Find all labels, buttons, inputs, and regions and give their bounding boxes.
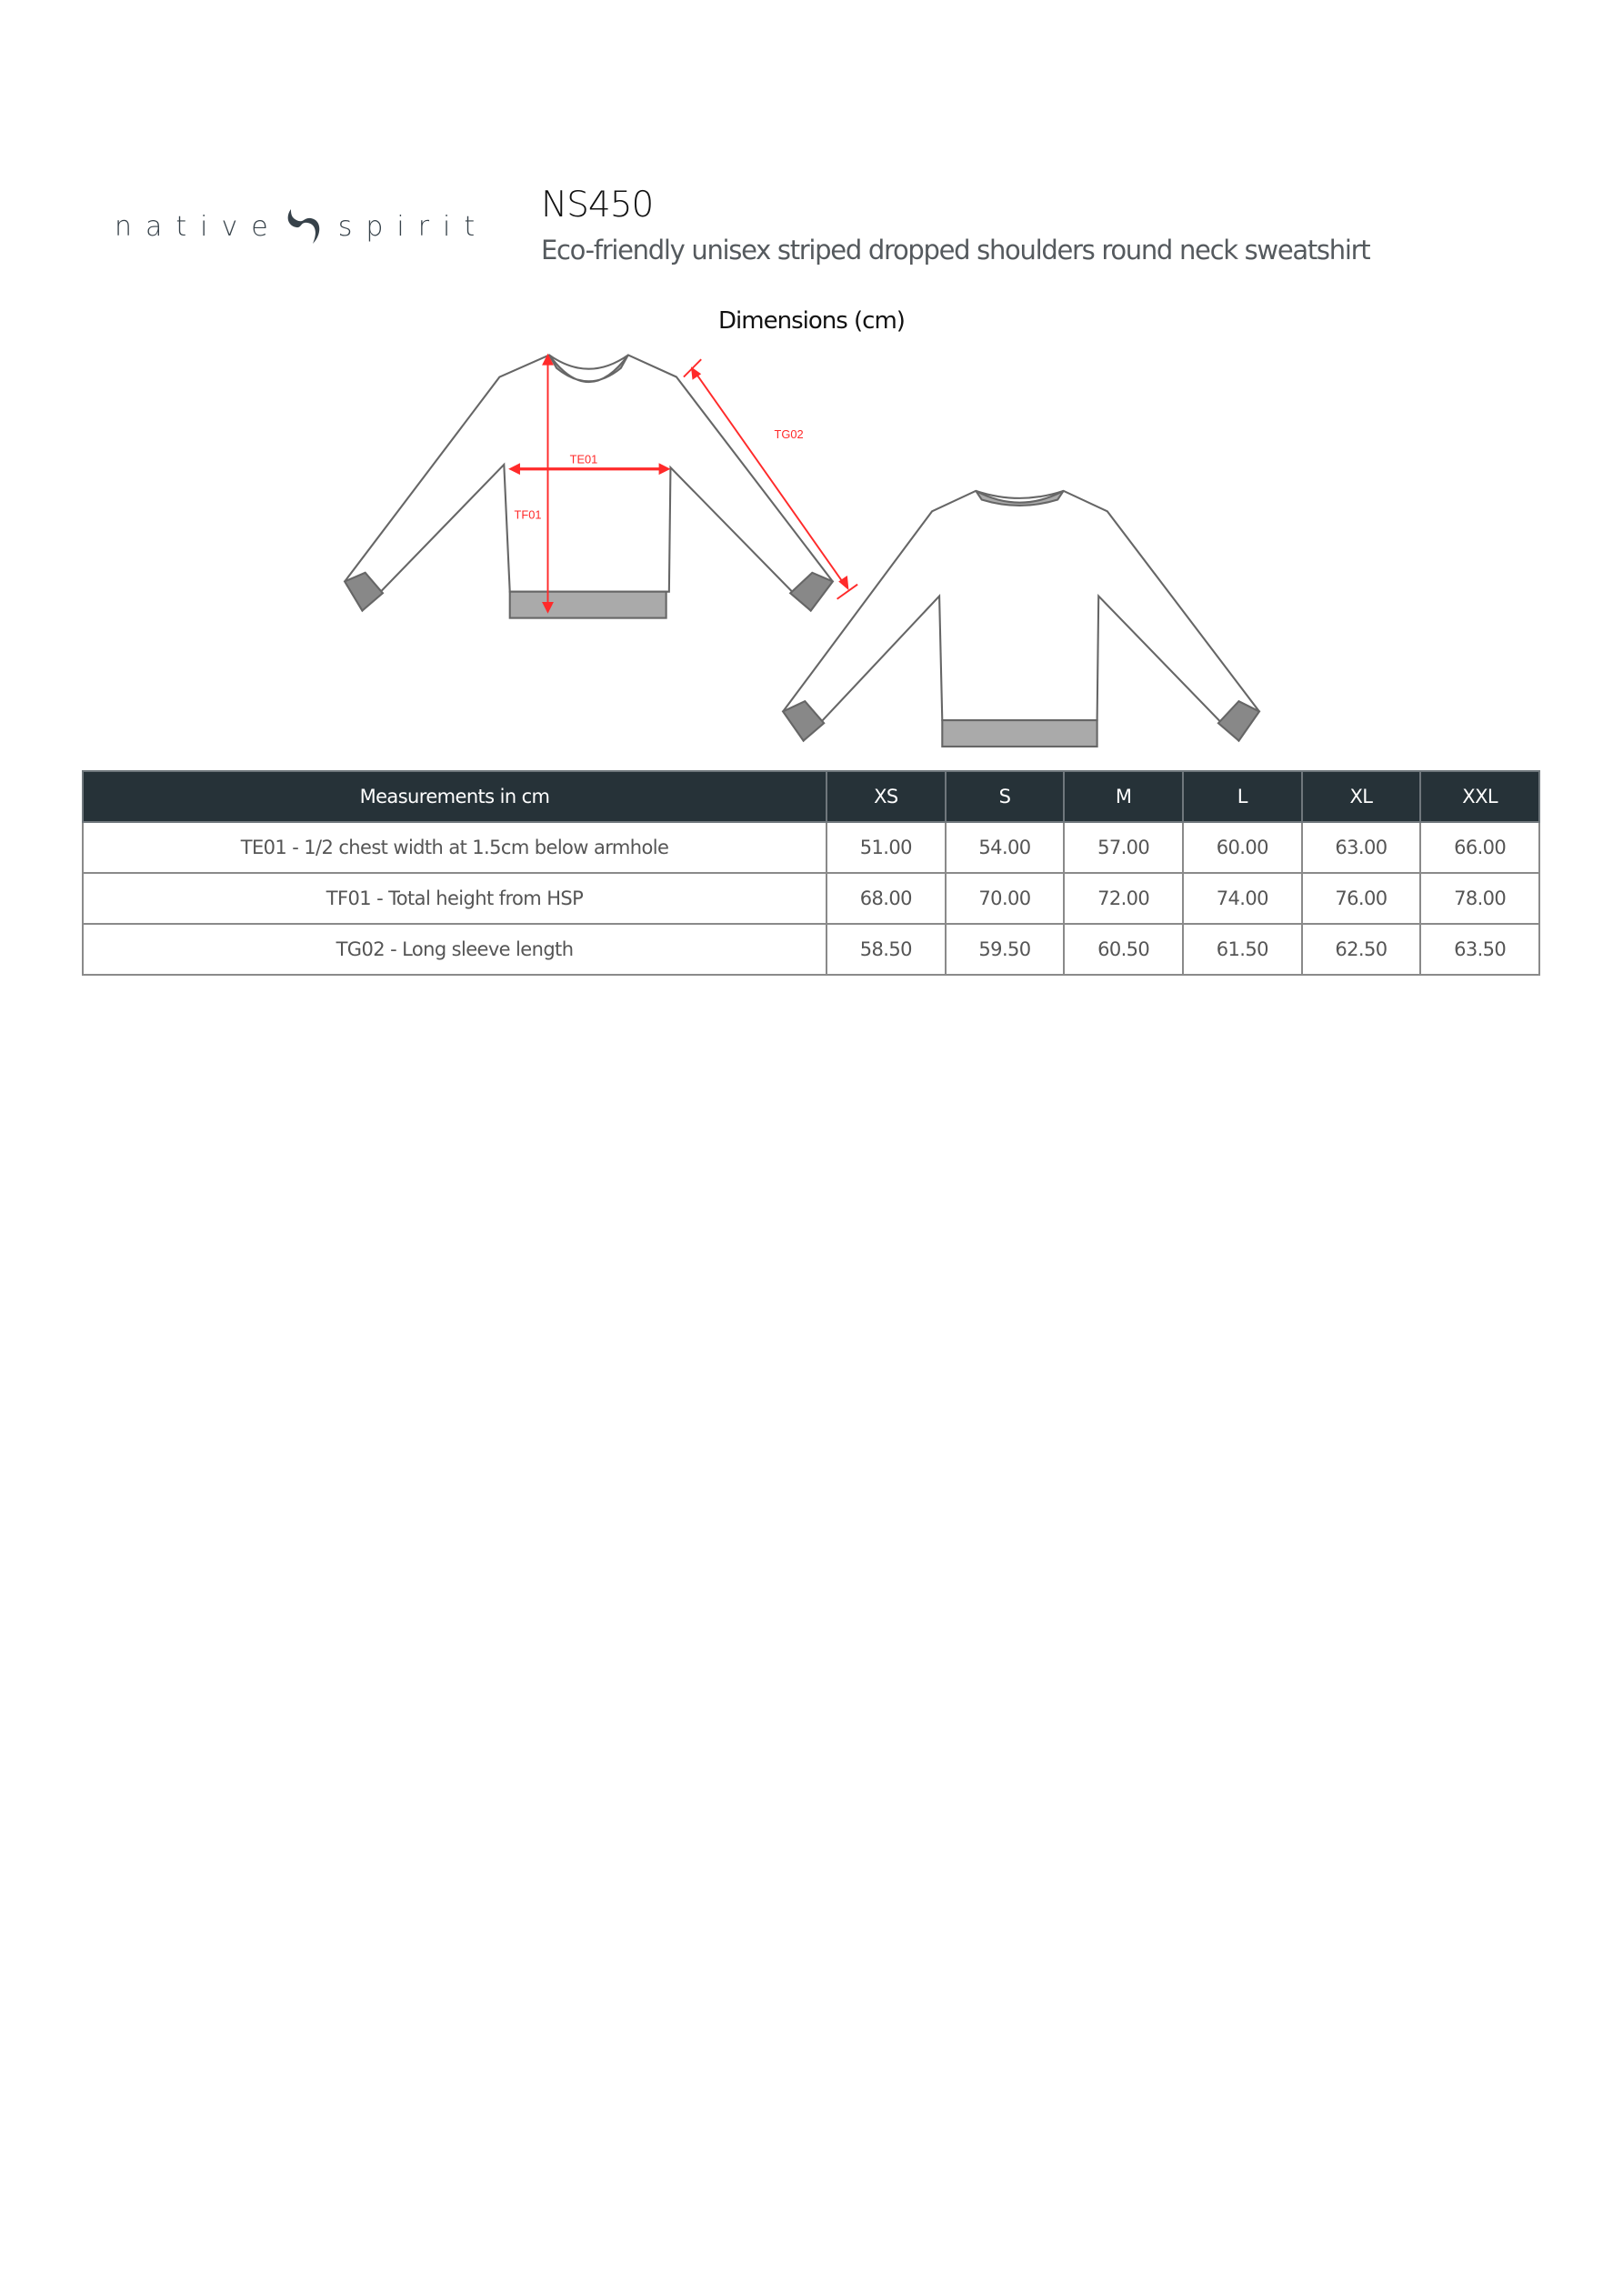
table-row [83,873,1539,924]
cell: 51.00 [827,822,946,873]
column-header: M [1064,771,1183,822]
dimensions-title-text: Dimensions (cm) [718,307,905,335]
cell: 59.50 [946,924,1065,975]
cell: 70.00 [946,873,1065,924]
row-label: TG02 - Long sleeve length [83,924,827,975]
measurements-table [82,770,1540,976]
cell: 54.00 [946,822,1065,873]
column-header: XXL [1420,771,1539,822]
label-te01: TE01 [569,452,598,466]
product-title: Eco-friendly unisex striped dropped shoulders round neck sweatshirt [541,235,1370,266]
column-header: Measurements in cm [83,771,827,822]
cell: 63.00 [1302,822,1421,873]
column-header: S [946,771,1065,822]
table-row [83,924,1539,975]
label-tg02: TG02 [774,426,804,441]
label-tf01: TF01 [514,507,542,522]
cell: 60.50 [1064,924,1183,975]
cell: 76.00 [1302,873,1421,924]
cell: 78.00 [1420,873,1539,924]
cell: 61.50 [1183,924,1302,975]
front-sweatshirt [345,355,833,617]
row-label: TF01 - Total height from HSP [83,873,827,924]
cell: 72.00 [1064,873,1183,924]
column-header: XL [1302,771,1421,822]
column-header: XS [827,771,946,822]
logo-text-left: native [115,210,282,243]
cell: 58.50 [827,924,946,975]
back-sweatshirt [783,491,1259,747]
product-code: NS450 [541,185,654,226]
row-label: TE01 - 1/2 chest width at 1.5cm below armhole [83,822,827,873]
cell: 66.00 [1420,822,1539,873]
table-header-row [83,771,1539,822]
column-header: L [1183,771,1302,822]
cell: 60.00 [1183,822,1302,873]
cell: 63.50 [1420,924,1539,975]
logo-text-right: spirit [337,210,489,243]
cell: 57.00 [1064,822,1183,873]
cell: 74.00 [1183,873,1302,924]
cell: 68.00 [827,873,946,924]
cell: 62.50 [1302,924,1421,975]
table-row [83,822,1539,873]
